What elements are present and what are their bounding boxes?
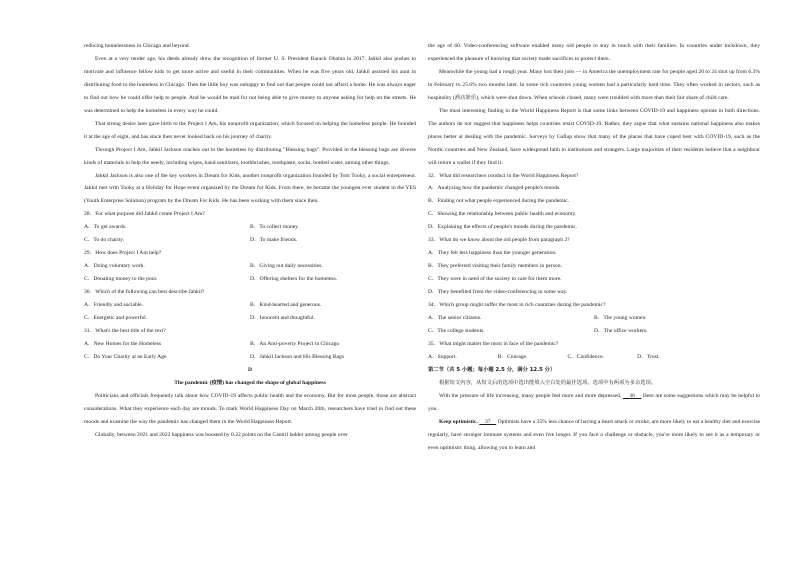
option: C．Confidence. xyxy=(567,353,604,360)
question-31-options xyxy=(84,338,416,351)
paragraph: Through Project I Am, Jahkil Jackson reaches out to the homeless by distributing "Blessing bags". Provided in the blessing bags are diverse kinds of materials to help the needy, including wipes, hand sanitizers, toothbrushes, toothpaste, socks, bottled water, among other things. xyxy=(84,146,416,166)
option: D．Jahkil Jackson and His Blessing Bags xyxy=(250,353,345,360)
passage-title: The pandemic (疫情) has changed the shape of global happiness xyxy=(174,379,326,386)
paragraph: Globally, between 2021 and 2022 happiness was boosted by 0.22 points on the Cantril ladder among people over xyxy=(95,431,348,438)
paragraph: Meanwhile the young had a rough year. Many lost their jobs — in America the unemployment rate for people aged 20 to 24 shot up from 6.3% in February to 25.6% two months later. In some rich countries young women had a particularly hard time. They often worked in sectors, such as hospitality (酒店娱乐), which were shut down. When schools closed, many were troubled with more than their fair share of child care. xyxy=(428,68,760,101)
paragraph: the age of 60. Video-conferencing software enabled many old people to stay in touch with their families. In countries under lockdown, they experienced the pleasure of knowing that society made sacrifices to protect them. xyxy=(428,43,760,62)
question-30-options xyxy=(84,312,416,325)
paragraph: Politicians and officials frequently talk about how COVID-19 affects public health and the economy. But for most people, those are abstract considerations. What they experience each day are moods. To mark World Happiness Day on March 20th, researchers have tried to find out these moods and examine the way the pandemic has changed them in the World Happiness Report. xyxy=(84,392,416,425)
section-letter: D xyxy=(247,366,253,373)
blank-36[interactable]: 36 xyxy=(629,392,635,399)
question-32-stem: 32．What did researchers conduct in the World Happiness Report? xyxy=(428,172,579,179)
question-35-options xyxy=(428,351,760,364)
option: B．An Anti-poverty Project in Chicago xyxy=(250,340,340,347)
question-30-options xyxy=(84,299,416,312)
blank-37[interactable]: 37 xyxy=(484,418,491,425)
paragraph: Jahkil Jackson is also one of the key workers in Dream for Kids, another nonprofit organization founded by Tom Tooky, a social entrepreneur. Jahkil met with Tooky at a Holiday for Hope event organized by the Dream for Kids. From there, he became the youngest ever student in the YES (Youth Enterprise Solution) program by the Dream For Kids. He has been working with them since then. xyxy=(84,172,416,205)
option: A．To get awards. xyxy=(84,224,127,231)
option: C．Donating money to the poor. xyxy=(84,276,158,283)
question-28-options xyxy=(84,234,416,247)
option: A．They felt less happiness than the younger generation. xyxy=(428,250,557,257)
section-heading: 第二节（共 5 小题；每小题 2.5 分，满分 12.5 分） xyxy=(428,366,556,373)
question-35-stem: 35．What might matter the most in face of the pandemic? xyxy=(428,340,559,347)
option: C．They were in need of the society to care for them more. xyxy=(428,276,562,283)
section-instructions: 根据短文内容，从短文后的选项中选出能填入空白处的最佳选项。选项中有两项为多余选项。 xyxy=(439,379,657,386)
option: B．Courage. xyxy=(497,353,528,360)
question-31-options xyxy=(84,351,416,364)
option: B．The young women. xyxy=(594,315,647,322)
option: D．Explaining the effects of people's moods during the pandemic. xyxy=(428,224,578,231)
option: D．Trust. xyxy=(637,353,660,360)
question-30-stem: 30．Which of the following can best describe Jahkil? xyxy=(84,289,205,296)
paragraph: That strong desire later gave birth to the Project I Am, his nonprofit organization, which focused on helping the homeless people. He founded it at the age of eight, and has since then never looked back on his journey of charity. xyxy=(84,120,416,140)
question-29-options xyxy=(84,273,416,286)
paragraph: With the pressure of life increasing, many people feel more and more depressed. 36 Here are some suggestions which may be helpful to you. xyxy=(428,392,761,412)
option: B．Giving out daily necessities. xyxy=(250,263,323,270)
question-31-stem: 31．What's the best title of the text? xyxy=(84,327,166,334)
option: A．The senior citizens. xyxy=(428,315,482,322)
paragraph: Even at a very tender age, his deeds already drew the recognition of former U. S. President Barack Obama in 2017. Jahkil also pushes to motivate and influence fellow kids to get more active and useful in their communities. When he was five years old, Jahkil assisted his aunt in distributing food to the homeless in Chicago. Then the little boy was unhappy to find out that people could not afford a home. He was always eager to find out how he could offer help to people. And he would be mad for not being able to give money to anyone asking for help on the streets. He was determined to help the homeless in every way he could. xyxy=(84,55,416,114)
option: D．Offering shelters for the homeless. xyxy=(250,276,338,283)
question-29-stem: 29．How does Project I Am help? xyxy=(84,250,162,257)
option: D．They benefited from the video-conferencing in some way. xyxy=(428,289,568,296)
paragraph: reducing homelessness in Chicago and beyond. xyxy=(84,43,190,49)
option: A．Friendly and sociable. xyxy=(84,302,144,309)
option: A．Doing voluntary work. xyxy=(84,263,145,270)
question-28-stem: 28．For what purpose did Jahkil create Project I Am? xyxy=(84,211,205,218)
option: B．Finding out what people experienced during the pandemic. xyxy=(428,198,570,205)
question-28-options xyxy=(84,221,416,234)
question-34-options xyxy=(428,312,760,325)
option: C．To do charity. xyxy=(84,237,125,244)
option: A．Support. xyxy=(428,353,457,360)
option: B．Kind-hearted and generous. xyxy=(250,302,322,309)
paragraph: Keep optimistic. 37 Optimists have a 35% less chance of having a heart attack or stroke, are more likely to eat a healthy diet and exercise regularly, have stronger immune systems and even live longer. If you face a challenge or obstacle, you're more likely to see it as a temporary or even optimistic thing, allowing you to learn and xyxy=(428,418,761,451)
question-34-options xyxy=(428,325,760,338)
option: C．Energetic and powerful. xyxy=(84,315,148,322)
option: C．The college students. xyxy=(428,327,485,334)
option: A．New Homes for the Homeless xyxy=(84,340,162,347)
option: B．To collect money. xyxy=(250,224,300,231)
option: C．Showing the relationship between public health and economy. xyxy=(428,211,577,218)
question-34-stem: 34．Which group might suffer the most in rich countries during the pandemic? xyxy=(428,302,606,309)
option: D．To make friends. xyxy=(250,237,298,244)
option: B．They preferred visiting their family members in person. xyxy=(428,263,562,270)
option: A．Analyzing how the pandemic changed people's moods. xyxy=(428,185,561,192)
question-29-options xyxy=(84,260,416,273)
question-33-stem: 33．What do we know about the old people from paragraph 2? xyxy=(428,237,570,244)
left-column xyxy=(84,40,416,442)
option: C．Do Your Charity at an Early Age xyxy=(84,353,167,360)
right-column xyxy=(428,40,760,455)
option: D．Innocent and thoughtful. xyxy=(250,315,315,322)
paragraph: The most interesting finding in the World Happiness Report is that some links between COVID-19 and happiness operate in both directions. The authors do not suggest that happiness helps countries resist COVID-19. Rather, they argue that what sustains national happiness also makes places better at dealing with the pandemic. Surveys by Gallup show that many of the places that have coped best with COVID-19, such as the Nordic countries and New Zealand, have widespread faith in institutions and strangers. Large majorities of their residents believe that a neighbour will return a wallet if they find it. xyxy=(428,107,760,166)
option: D．The office workers. xyxy=(594,327,648,334)
